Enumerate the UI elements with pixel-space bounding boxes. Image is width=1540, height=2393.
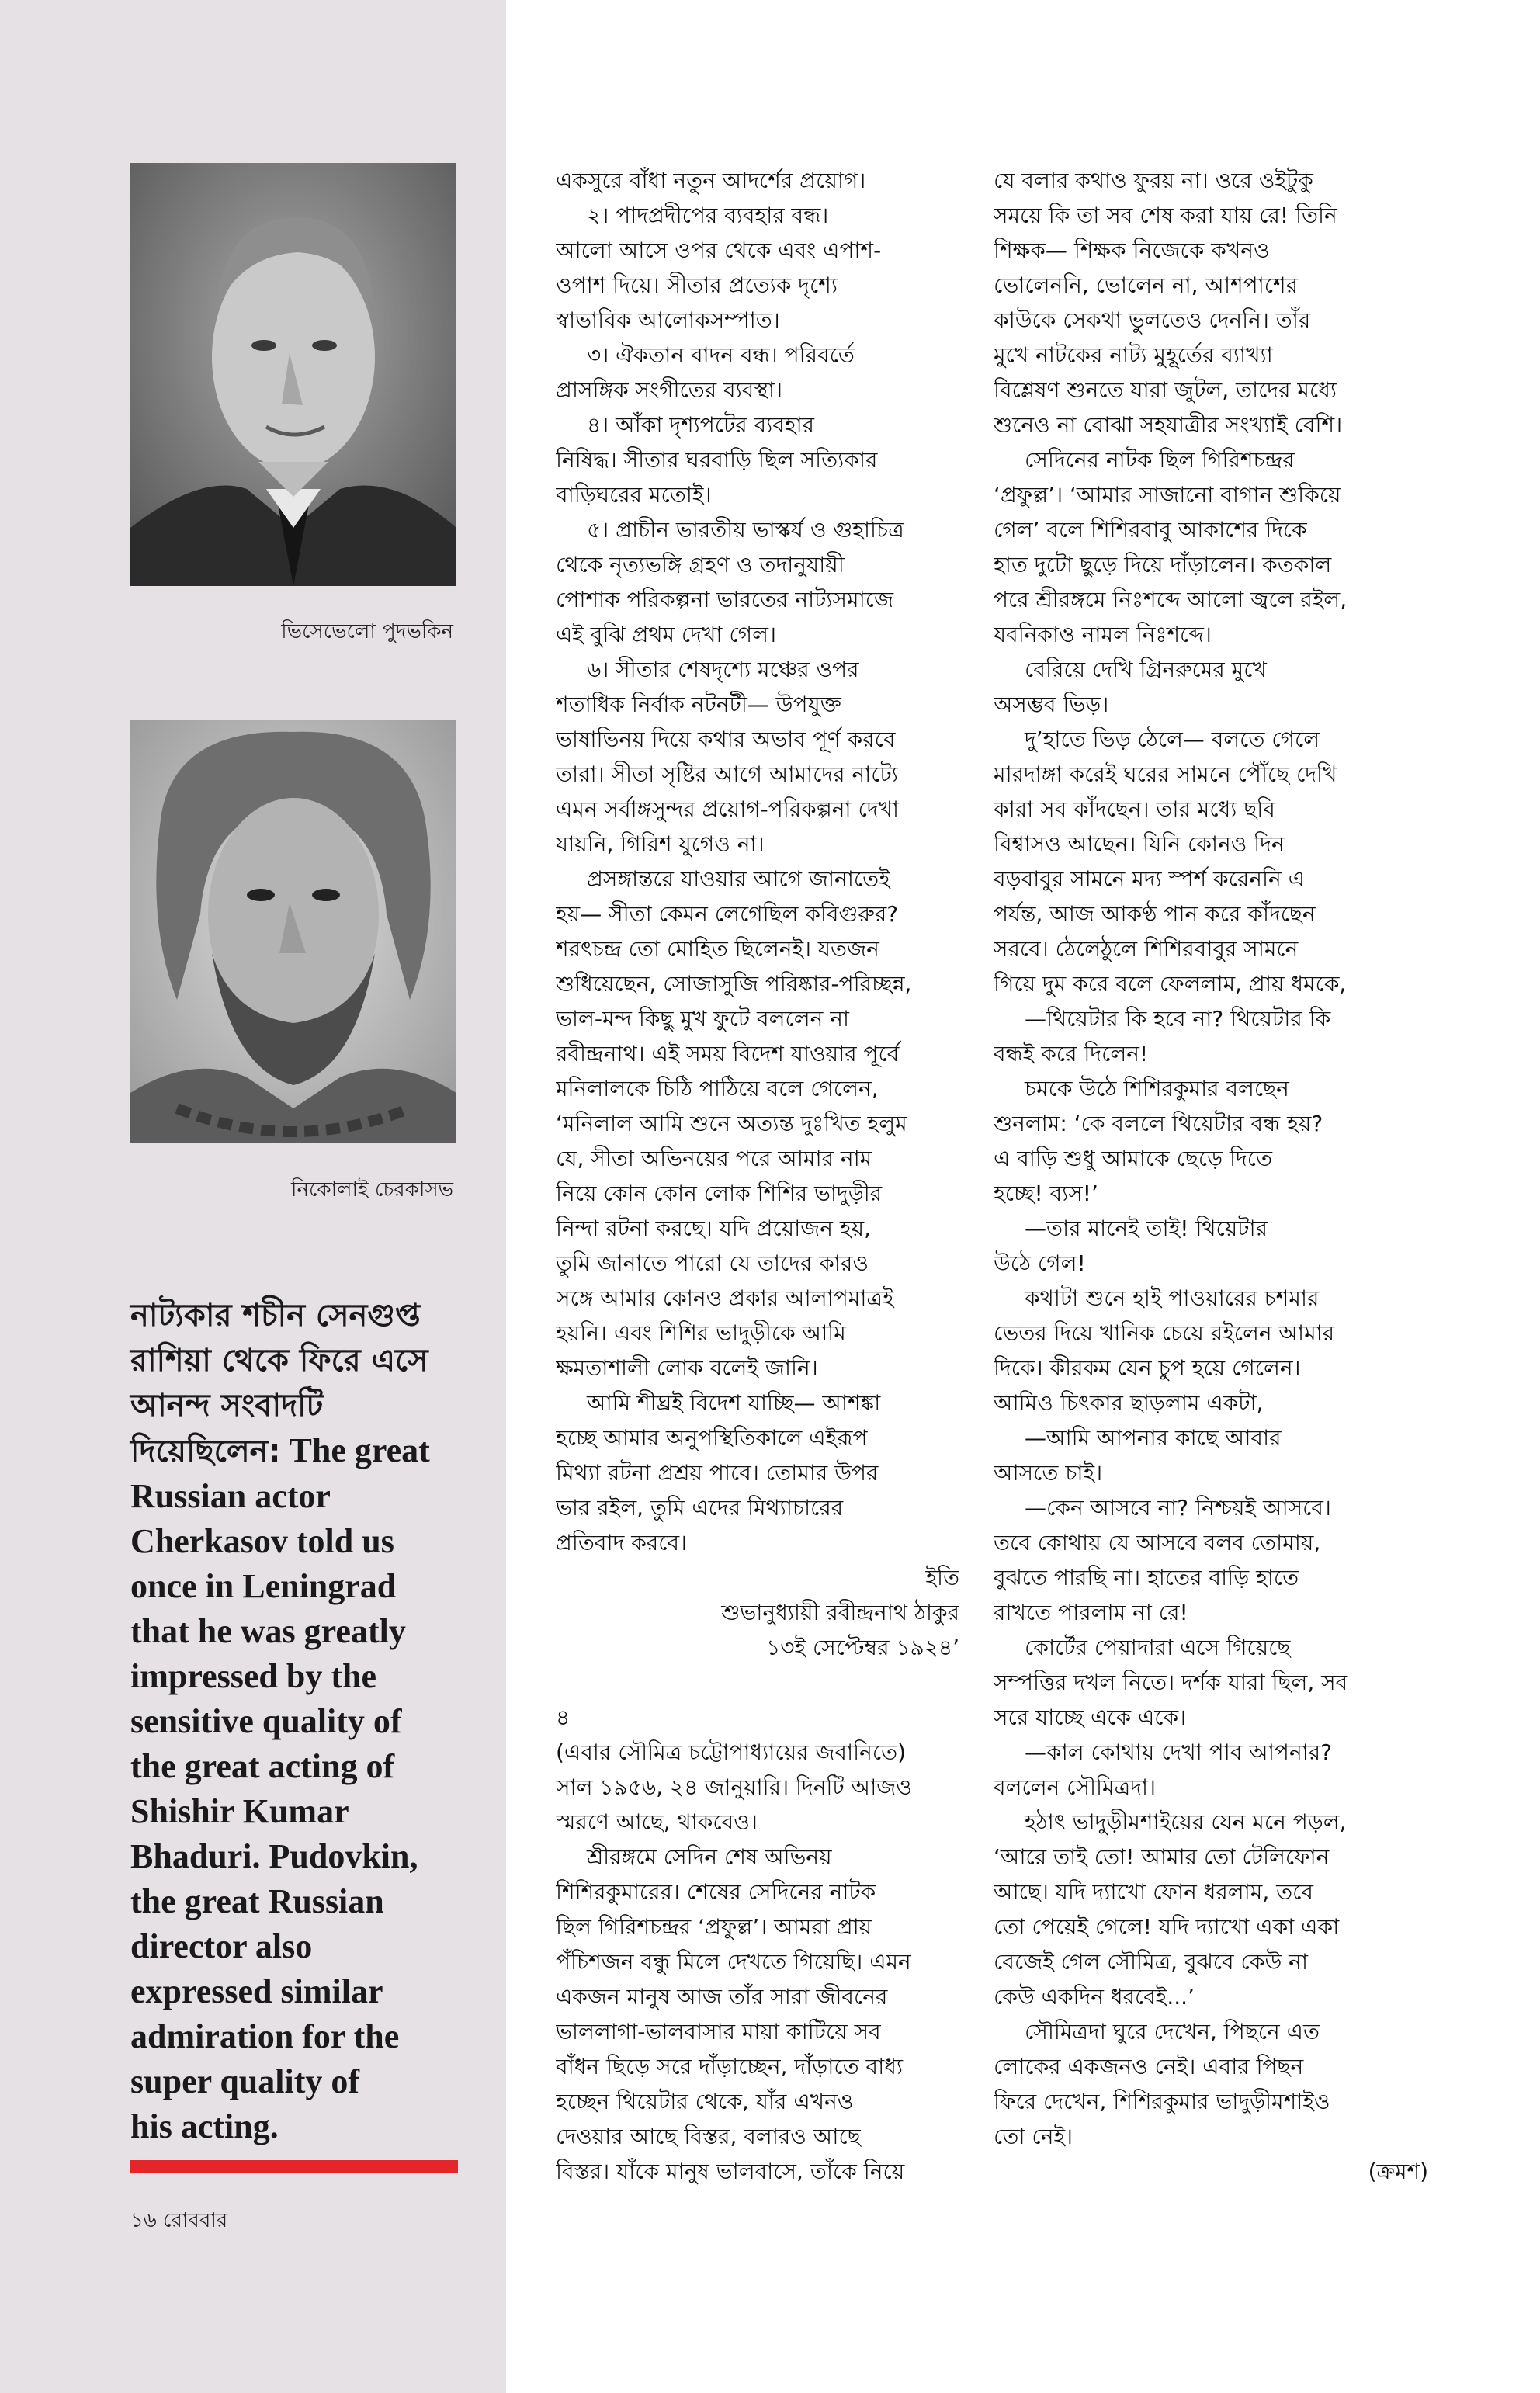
article-line: ‘প্রফুল্ল’। ‘আমার সাজানো বাগান শুকিয়ে: [994, 482, 1341, 508]
article-line: প্রাসঙ্গিক সংগীতের ব্যবস্থা।: [556, 377, 783, 403]
article-line: ছিল গিরিশচন্দ্রর ‘প্রফুল্ল’। আমরা প্রায়: [556, 1914, 872, 1940]
article-line: চমকে উঠে শিশিরকুমার বলছেন: [1025, 1076, 1289, 1101]
pull-quote-en-line: that he was greatly: [130, 1612, 406, 1650]
article-line: শুধিয়েছেন, সোজাসুজি পরিষ্কার-পরিচ্ছন্ন,: [556, 971, 912, 997]
article-line: হচ্ছেন থিয়েটার থেকে, যাঁর এখনও: [556, 2089, 854, 2114]
article-line: স্মরণে আছে, থাকবেও।: [556, 1809, 758, 1835]
article-line: নিষিদ্ধ। সীতার ঘরবাড়ি ছিল সত্যিকার: [556, 447, 878, 473]
pull-quote-en-line: Russian actor: [130, 1477, 331, 1515]
article-line: শুভানুধ্যায়ী রবীন্দ্রনাথ ঠাকুর: [721, 1600, 959, 1625]
article-line: সময়ে কি তা সব শেষ করা যায় রে! তিনি: [994, 203, 1337, 228]
article-line: ভার রইল, তুমি এদের মিথ্যাচারের: [556, 1495, 844, 1521]
article-line: ৬। সীতার শেষদৃশ্যে মঞ্চের ওপর: [587, 657, 859, 682]
article-line: বন্ধই করে দিলেন!: [994, 1041, 1149, 1066]
article-line: দেওয়ার আছে বিস্তর, বলারও আছে: [556, 2124, 861, 2149]
article-line: বললেন সৌমিত্রদা।: [994, 1774, 1157, 1800]
article-line: আলো আসে ওপর থেকে এবং এপাশ-: [556, 238, 882, 263]
paragraph-gap: [556, 1665, 959, 1700]
article-line: তো পেয়েই গেলে! যদি দ্যাখো একা একা: [994, 1914, 1340, 1940]
article-line: রবীন্দ্রনাথ। এই সময় বিদেশ যাওয়ার পূর্বে: [556, 1041, 900, 1066]
article-line: ৪: [556, 1705, 571, 1730]
article-line: ভাষাভিনয় দিয়ে কথার অভাব পূর্ণ করবে: [556, 727, 896, 752]
article-line: বাঁধন ছিড়ে সরে দাঁড়াচ্ছেন, দাঁড়াতে বাধ্য: [556, 2054, 904, 2079]
article-line: বাড়িঘরের মতোই।: [556, 482, 712, 508]
article-line: এমন সর্বাঙ্গসুন্দর প্রয়োগ-পরিকল্পনা দেখা: [556, 796, 900, 822]
article-line: গেল’ বলে শিশিরবাবু আকাশের দিকে: [994, 517, 1307, 543]
article-line: বিস্তর। যাঁকে মানুষ ভালবাসে, তাঁকে নিয়ে: [556, 2159, 905, 2184]
article-line: প্রসঙ্গান্তরে যাওয়ার আগে জানাতেই: [587, 866, 890, 892]
article-line: পোশাক পরিকল্পনা ভারতের নাট্যসমাজে: [556, 587, 894, 612]
pull-quote-en-block: [130, 1474, 480, 2149]
pull-quote-mixed-line: [130, 1428, 480, 1474]
article-line: —তার মানেই তাই! থিয়েটার: [1025, 1216, 1268, 1241]
article-line: রাখতে পারলাম না রে!: [994, 1600, 1188, 1625]
article-line: তবে কোথায় যে আসবে বলব তোমায়,: [994, 1530, 1321, 1555]
photo2-caption: নিকোলাই চেরকাসভ: [291, 1178, 453, 1202]
article-line: সরবে। ঠেলেঠুলে শিশিরবাবুর সামনে: [994, 936, 1299, 962]
article-line: সরে যাচ্ছে একে একে।: [994, 1705, 1187, 1730]
article-line: যে, সীতা অভিনয়ের পরে আমার নাম: [556, 1146, 872, 1171]
pull-quote-en-line: The great: [289, 1431, 430, 1469]
article-line: ফিরে দেখেন, শিশিরকুমার ভাদুড়ীমশাইও: [994, 2089, 1330, 2114]
article-line: সেদিনের নাটক ছিল গিরিশচন্দ্রর: [1025, 447, 1295, 473]
pull-quote-bn-line: আনন্দ সংবাদটি: [130, 1388, 324, 1424]
article-line: ইতি: [925, 1565, 959, 1590]
article-line: হাত দুটো ছুড়ে দিয়ে দাঁড়ালেন। কতকাল: [994, 552, 1332, 577]
article-line: একসুরে বাঁধা নতুন আদর্শের প্রয়োগ।: [556, 168, 866, 193]
article-line: বেরিয়ে দেখি গ্রিনরুমের মুখে: [1025, 657, 1267, 682]
article-line: তো নেই।: [994, 2124, 1073, 2149]
article-line: ‘আরে তাই তো! আমার তো টেলিফোন: [994, 1844, 1330, 1870]
article-line: থেকে নৃত্যভঙ্গি গ্রহণ ও তদানুযায়ী: [556, 552, 845, 577]
pull-quote-en-line: expressed similar: [130, 1972, 383, 2010]
article-line: (এবার সৌমিত্র চট্টোপাধ্যায়ের জবানিতে): [556, 1739, 907, 1765]
article-line: মারদাঙ্গা করেই ঘরের সামনে পৌঁছে দেখি: [994, 761, 1337, 787]
article-line: শতাধিক নির্বাক নটনটী— উপযুক্ত: [556, 692, 841, 717]
article-line: ৩। ঐকতান বাদন বন্ধ। পরিবর্তে: [587, 342, 855, 368]
article-line: হয়নি। এবং শিশির ভাদুড়ীকে আমি: [556, 1320, 846, 1346]
article-line: এই বুঝি প্রথম দেখা গেল।: [556, 622, 776, 647]
portrait-cherkasov-image: [130, 720, 456, 1143]
article-line: ৪। আঁকা দৃশ্যপটের ব্যবহার: [587, 412, 815, 438]
article-line: ‘মনিলাল আমি শুনে অত্যন্ত দুঃখিত হলুম: [556, 1111, 907, 1136]
article-line: একজন মানুষ আজ তাঁর সারা জীবনের: [556, 1984, 888, 2010]
article-line: আসতে চাই।: [994, 1460, 1103, 1486]
portrait-pudovkin-image: [130, 163, 456, 586]
article-line: নিন্দা রটনা করছে। যদি প্রয়োজন হয়,: [556, 1216, 872, 1241]
article-line: দিকে। কীরকম যেন চুপ হয়ে গেলেন।: [994, 1355, 1301, 1381]
article-line: —কাল কোথায় দেখা পাব আপনার?: [1025, 1739, 1333, 1765]
article-line: বেজেই গেল সৌমিত্র, বুঝবে কেউ না: [994, 1949, 1308, 1975]
article-line: কথাটা শুনে হাই পাওয়ারের চশমার: [1025, 1285, 1320, 1311]
article-line: আমি শীঘ্রই বিদেশ যাচ্ছি— আশঙ্কা: [587, 1390, 881, 1416]
article-line: ওপাশ দিয়ে। সীতার প্রত্যেক দৃশ্যে: [556, 272, 838, 298]
pull-quote-bn-line: রাশিয়া থেকে ফিরে এসে: [130, 1343, 428, 1379]
article-line: দু’হাতে ভিড় ঠেলে— বলতে গেলে: [1025, 727, 1320, 752]
article-line: স্বাভাবিক আলোকসম্পাত।: [556, 307, 780, 333]
article-line: সম্পত্তির দখল নিতে। দর্শক যারা ছিল, সব: [994, 1670, 1348, 1695]
article-line: কেউ একদিন ধরবেই...’: [994, 1984, 1195, 2010]
pull-quote-en-line: impressed by the: [130, 1657, 376, 1695]
pull-quote-en-line: Cherkasov told us: [130, 1522, 394, 1560]
article-line: পরে শ্রীরঙ্গমে নিঃশব্দে আলো জ্বলে রইল,: [994, 587, 1348, 612]
article-line: ২। পাদপ্রদীপের ব্যবহার বন্ধ।: [587, 203, 829, 228]
pull-quote-bn-line: নাট্যকার শচীন সেনগুপ্ত: [130, 1298, 421, 1333]
article-line: শরৎচন্দ্র তো মোহিত ছিলেনই। যতজন: [556, 936, 879, 962]
pull-quote-en-line: sensitive quality of: [130, 1702, 402, 1740]
pull-quote-en-line: super quality of: [130, 2062, 360, 2100]
portrait-photo-cherkasov: [130, 720, 456, 1143]
article-line: বিশ্লেষণ শুনতে যারা জুটল, তাদের মধ্যে: [994, 377, 1337, 403]
photo1-caption: ভিসেভেলো পুদভকিন: [281, 620, 453, 643]
article-line: লোকের একজনও নেই। এবার পিছন: [994, 2054, 1304, 2079]
article-line: বুঝতে পারছি না। হাতের বাড়ি হাতে: [994, 1565, 1299, 1590]
article-line: —কেন আসবে না? নিশ্চয়ই আসবে।: [1025, 1495, 1331, 1521]
article-line: শ্রীরঙ্গমে সেদিন শেষ অভিনয়: [587, 1844, 832, 1870]
article-column-2: [994, 163, 1428, 2189]
article-line: ক্ষমতাশালী লোক বলেই জানি।: [556, 1355, 818, 1381]
article-line: শিশিরকুমারের। শেষের সেদিনের নাটক: [556, 1879, 876, 1905]
pull-quote-en-line: the great acting of: [130, 1747, 395, 1785]
article-line: মনিলালকে চিঠি পাঠিয়ে বলে গেলেন,: [556, 1076, 879, 1101]
article-line: যে বলার কথাও ফুরয় না। ওরে ওইটুকু: [994, 168, 1313, 193]
article-line: তুমি জানাতে পারো যে তাদের কারও: [556, 1250, 869, 1276]
pull-quote-en-line: Shishir Kumar: [130, 1792, 349, 1830]
sidebar: [0, 0, 506, 2393]
article-line: হচ্ছে! ব্যস!’: [994, 1181, 1098, 1206]
article-line: ভোলেননি, ভোলেন না, আশপাশের: [994, 272, 1298, 298]
article-line: কারা সব কাঁদছেন। তার মধ্যে ছবি: [994, 796, 1275, 822]
article-line: শুনেও না বোঝা সহযাত্রীর সংখ্যাই বেশি।: [994, 412, 1343, 438]
article-line: সঙ্গে আমার কোনও প্রকার আলাপমাত্রই: [556, 1285, 894, 1311]
portrait-photo-pudovkin: [130, 163, 456, 586]
article-line: অসম্ভব ভিড়।: [994, 692, 1109, 717]
pull-quote-en-line: his acting.: [130, 2107, 279, 2145]
article-line: আমিও চিৎকার ছাড়লাম একটা,: [994, 1390, 1264, 1416]
article-line: হয়— সীতা কেমন লেগেছিল কবিগুরুর?: [556, 901, 899, 927]
article-line: সৌমিত্রদা ঘুরে দেখেন, পিছনে এত: [1025, 2019, 1320, 2044]
article-line: শুনলাম: ‘কে বললে থিয়েটার বন্ধ হয়?: [994, 1111, 1323, 1136]
page-folio: ১৬ রোববার: [130, 2209, 228, 2232]
article-line: শিক্ষক— শিক্ষক নিজেকে কখনও: [994, 238, 1270, 263]
article-line: যায়নি, গিরিশ যুগেও না।: [556, 831, 765, 857]
article-line: তারা। সীতা সৃষ্টির আগে আমাদের নাট্যে: [556, 761, 898, 787]
red-divider: [130, 2160, 458, 2173]
article-line: প্রতিবাদ করবে।: [556, 1530, 688, 1555]
article-column-1: [556, 163, 959, 2189]
article-line: ১৩ই সেপ্টেম্বর ১৯২৪’: [766, 1635, 959, 1660]
article-line: ৫। প্রাচীন ভারতীয় ভাস্কর্য ও গুহাচিত্র: [587, 517, 904, 543]
article-line: সাল ১৯৫৬, ২৪ জানুয়ারি। দিনটি আজও: [556, 1774, 912, 1800]
pull-quote-en-line: the great Russian: [130, 1882, 384, 1920]
article-line: আছে। যদি দ্যাখো ফোন ধরলাম, তবে: [994, 1879, 1313, 1905]
pull-quote-bn-line: দিয়েছিলেন:: [130, 1434, 281, 1469]
pull-quote: [130, 1293, 480, 2149]
article-line: বড়বাবুর সামনে মদ্য স্পর্শ করেননি এ: [994, 866, 1305, 892]
article-line: গিয়ে দুম করে বলে ফেললাম, প্রায় ধমকে,: [994, 971, 1347, 997]
article-line: হঠাৎ ভাদুড়ীমশাইয়ের যেন মনে পড়ল,: [1025, 1809, 1347, 1835]
article-line: —থিয়েটার কি হবে না? থিয়েটার কি: [1025, 1006, 1331, 1032]
article-line: ভাল-মন্দ কিছু মুখ ফুটে বললেন না: [556, 1006, 850, 1032]
pull-quote-en-line: Bhaduri. Pudovkin,: [130, 1837, 418, 1875]
article-line: বিশ্বাসও আছেন। যিনি কোনও দিন: [994, 831, 1285, 857]
article-line: কাউকে সেকথা ভুলতেও দেননি। তাঁর: [994, 307, 1311, 333]
article-line: হচ্ছে আমার অনুপস্থিতিকালে এইরূপ: [556, 1425, 868, 1451]
article-line: ভাললাগা-ভালবাসার মায়া কাটিয়ে সব: [556, 2019, 881, 2044]
article-line: —আমি আপনার কাছে আবার: [1025, 1425, 1282, 1451]
article-line: এ বাড়ি শুধু আমাকে ছেড়ে দিতে: [994, 1146, 1273, 1171]
article-line: ভেতর দিয়ে খানিক চেয়ে রইলেন আমার: [994, 1320, 1335, 1346]
pull-quote-en-line: once in Leningrad: [130, 1567, 397, 1605]
article-line: পর্যন্ত, আজ আকণ্ঠ পান করে কাঁদছেন: [994, 901, 1316, 927]
article-line: (ক্রমশ): [1368, 2159, 1428, 2184]
article-line: নিয়ে কোন কোন লোক শিশির ভাদুড়ীর: [556, 1181, 883, 1206]
pull-quote-en-line: director also: [130, 1927, 313, 1965]
article-line: মুখে নাটকের নাট্য মুহূর্তের ব্যাখ্যা: [994, 342, 1273, 368]
article-line: কোর্টের পেয়াদারা এসে গিয়েছে: [1025, 1635, 1291, 1660]
article-line: যবনিকাও নামল নিঃশব্দে।: [994, 622, 1212, 647]
article-line: পঁচিশজন বন্ধু মিলে দেখতে গিয়েছি। এমন: [556, 1949, 911, 1975]
pull-quote-en-line: admiration for the: [130, 2017, 400, 2055]
article-line: উঠে গেল!: [994, 1250, 1086, 1276]
article-line: মিথ্যা রটনা প্রশ্রয় পাবে। তোমার উপর: [556, 1460, 879, 1486]
